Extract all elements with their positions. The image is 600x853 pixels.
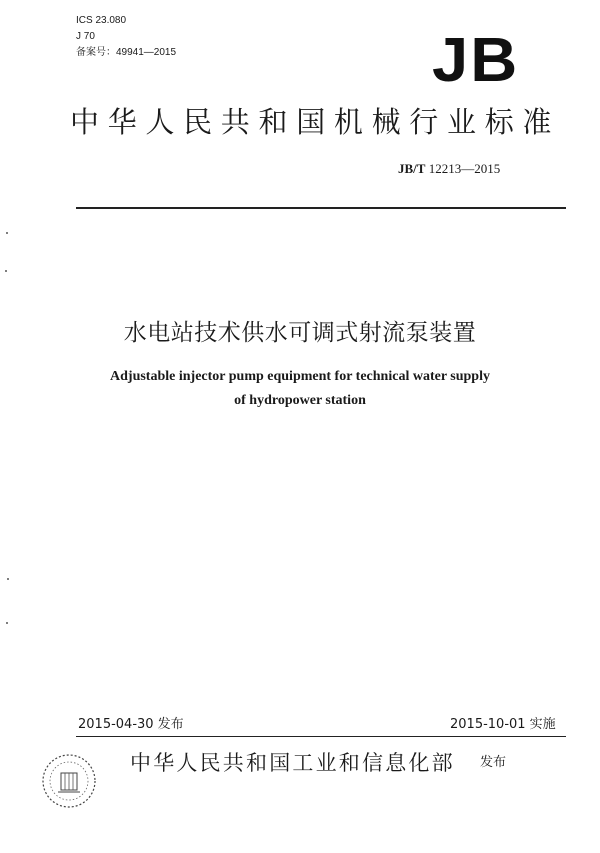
scan-speck <box>5 270 7 272</box>
scan-speck <box>6 232 8 234</box>
record-number <box>76 46 176 60</box>
document-title-en-line2: of hydropower station <box>234 393 366 408</box>
standard-number-value: 12213—2015 <box>425 161 501 176</box>
scan-speck <box>6 622 8 624</box>
jb-logo: JB <box>432 26 520 95</box>
standard-number-prefix: JB/T <box>398 161 426 176</box>
standard-number <box>398 160 500 178</box>
document-title-en-line1: Adjustable injector pump equipment for technical water supply <box>110 369 490 384</box>
issue-date: 2015-04-30 发布 <box>78 717 184 732</box>
footer-divider <box>76 736 566 737</box>
record-label: 备案号： <box>76 47 116 58</box>
publisher-name: 中华人民共和国工业和信息化部 <box>130 751 455 775</box>
ministry-seal-icon <box>40 752 98 810</box>
implementation-date: 2015-10-01 实施 <box>450 717 556 732</box>
ics-code: ICS 23.080 <box>76 15 127 26</box>
header-divider <box>76 207 566 209</box>
record-value: 49941—2015 <box>116 47 177 58</box>
scan-speck <box>7 578 9 580</box>
standard-category-title: 中华人民共和国机械行业标准 <box>70 105 561 139</box>
classification-code: J 70 <box>76 31 95 42</box>
document-title-cn: 水电站技术供水可调式射流泵装置 <box>123 320 477 346</box>
publisher-suffix: 发布 <box>480 755 507 770</box>
